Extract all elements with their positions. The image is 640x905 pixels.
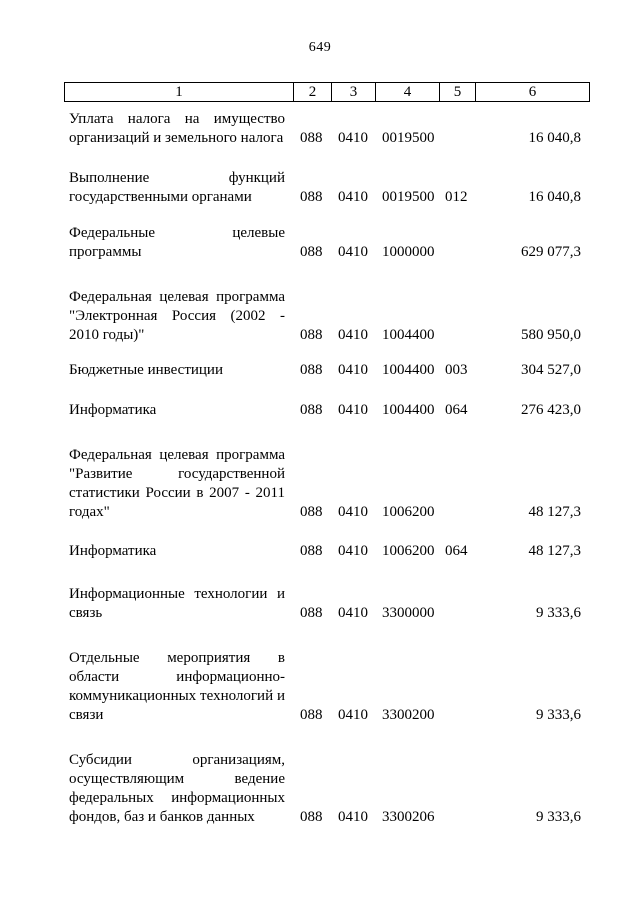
page-number: 649: [308, 40, 332, 55]
row-col2: 088: [300, 543, 323, 559]
row-col3: 0410: [338, 707, 368, 723]
row-col3: 0410: [338, 327, 368, 343]
row-col4: 1004400: [382, 327, 435, 343]
row-col6: 9 333,6: [536, 707, 581, 723]
row-name: Уплата налога на имущество организаций и земельного налога: [69, 111, 285, 146]
row-col3: 0410: [338, 809, 368, 825]
row-name: Информатика: [69, 402, 157, 418]
row-col3: 0410: [338, 189, 368, 205]
row-col2: 088: [300, 809, 323, 825]
row-col2: 088: [300, 707, 323, 723]
row-col3: 0410: [338, 362, 368, 378]
row-name: Выполнение функций государственными органами: [69, 170, 285, 205]
row-col6: 16 040,8: [528, 130, 581, 146]
row-col2: 088: [300, 504, 323, 520]
header-col-1: 1: [175, 84, 183, 100]
row-col6: 9 333,6: [536, 605, 581, 621]
row-name: Отдельные мероприятия в области информационно-коммуникационных технологий и связи: [69, 650, 285, 723]
row-col4: 1006200: [382, 543, 435, 559]
row-col3: 0410: [338, 244, 368, 260]
row-col6: 9 333,6: [536, 809, 581, 825]
row-col6: 48 127,3: [528, 504, 581, 520]
row-col2: 088: [300, 402, 323, 418]
row-col6: 304 527,0: [521, 362, 581, 378]
row-name: Субсидии организациям, осуществляющим ведение федеральных информационных фондов, баз и банков данных: [69, 752, 285, 825]
row-col6: 48 127,3: [528, 543, 581, 559]
row-col4: 1000000: [382, 244, 435, 260]
table-header: [64, 82, 590, 102]
header-col-3: 3: [331, 83, 375, 101]
row-col4: 3300206: [382, 809, 435, 825]
row-col3: 0410: [338, 504, 368, 520]
row-col3: 0410: [338, 130, 368, 146]
header-col-5: 5: [439, 83, 475, 101]
row-col6: 276 423,0: [521, 402, 581, 418]
row-name: Федеральная целевая программа "Электронная Россия (2002 - 2010 годы)": [69, 289, 285, 343]
row-col4: 1006200: [382, 504, 435, 520]
row-col5: 064: [445, 543, 468, 559]
row-name: Федеральные целевые программы: [69, 225, 285, 260]
row-col2: 088: [300, 327, 323, 343]
row-col6: 580 950,0: [521, 327, 581, 343]
header-col-6: 6: [475, 83, 589, 101]
row-col4: 3300200: [382, 707, 435, 723]
row-col3: 0410: [338, 402, 368, 418]
row-col5: 064: [445, 402, 468, 418]
row-col2: 088: [300, 605, 323, 621]
row-col3: 0410: [338, 605, 368, 621]
row-col4: 1004400: [382, 362, 435, 378]
row-name: Информационные технологии и связь: [69, 586, 285, 621]
row-col2: 088: [300, 130, 323, 146]
row-name: Информатика: [69, 543, 157, 559]
row-col3: 0410: [338, 543, 368, 559]
row-col6: 16 040,8: [528, 189, 581, 205]
row-col5: 003: [445, 362, 468, 378]
row-name: Бюджетные инвестиции: [69, 362, 223, 378]
row-col6: 629 077,3: [521, 244, 581, 260]
row-col2: 088: [300, 244, 323, 260]
row-col2: 088: [300, 189, 323, 205]
row-col4: 0019500: [382, 189, 435, 205]
row-col4: 1004400: [382, 402, 435, 418]
row-col4: 3300000: [382, 605, 435, 621]
header-col-4: 4: [375, 83, 439, 101]
row-name: Федеральная целевая программа "Развитие государственной статистики России в 2007 - 2011 годах": [69, 447, 285, 520]
row-col5: 012: [445, 189, 468, 205]
row-col4: 0019500: [382, 130, 435, 146]
row-col2: 088: [300, 362, 323, 378]
header-col-2: 2: [293, 83, 331, 101]
